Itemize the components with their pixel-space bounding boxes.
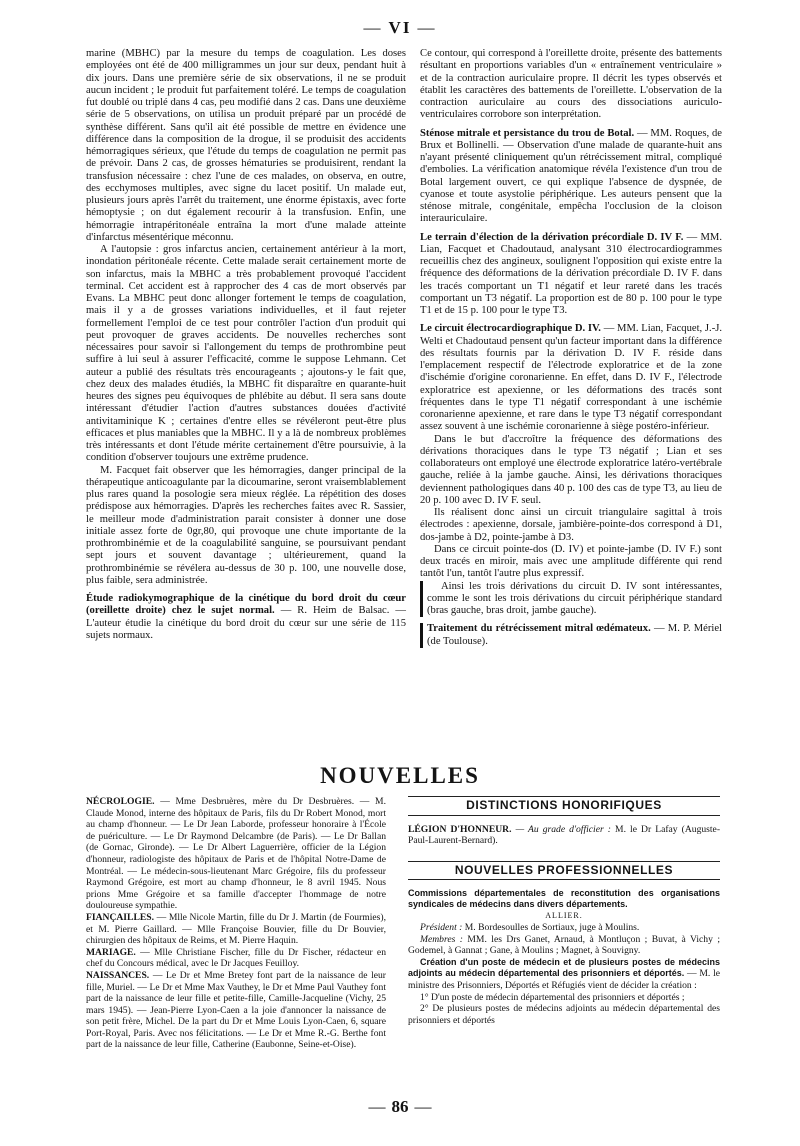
article-title: Le terrain d'élection de la dérivation précordiale D. IV F. <box>420 231 684 243</box>
creation-entry <box>408 957 720 992</box>
paragraph: marine (MBHC) par la mesure du temps de coagulation. Les doses employées ont été de 400 milligrammes un jour sur deux, pendant huit à dix jours. Dans une première série de six observations, il ne se produit aucun incident ; le produit fut parfaitement toléré. Le temps de coagulation fut doublé ou triplé dans 4 cas, peu modifié dans 2 cas. Dans une deuxième série de 5 observations, on utilisa un produit préparé par un procédé de synthèse différent. Sans qu'il ait été possible de mettre en évidence une différence dans la composition de la drogue, il se produisit des accidents hémorragiques sérieux, que l'étude du temps de coagulation ne permit pas de prévoir. Dans 2 cas, de grosses hématuries se produisirent, rendant la transfusion nécessaire : chez l'une de ces malades, on observa, en outre, des ecchymoses multiples, avec signe du lacet positif. Un malade eut, plusieurs jours après l'arrêt du traitement, une énorme épistaxis, avec forte hémoptysie ; on dut également recourir à la transfusion. Enfin, une hémorragie intrapéritonéale entraîna la mort d'une malade atteinte d'infarctus mésentérique méconnu. <box>86 48 406 243</box>
membres-text: MM. les Drs Ganet, Arnaud, à Montluçon ; Buvat, à Vichy ; Godemel, à Gannat ; Gane, à Moulins ; Magnet, à Souvigny. <box>408 933 720 957</box>
news-entry-legion <box>408 824 720 847</box>
paragraph: Ce contour, qui correspond à l'oreillette droite, présente des battements résultant en proportions variables d'un « entraînement ventriculaire » et de la contraction auriculaire propre. Il décrit les types observés et établit les caractères des battements de l'oreillette. L'observation de la contraction auriculaire au cours des dissociations auriculo-ventriculaires corrobore son interprétation. <box>420 48 722 121</box>
membres-entry <box>408 934 720 957</box>
paragraph: Dans le but d'accroître la fréquence des déformations des dérivations thoraciques dans le type T3 négatif ; Lian et ses collaborateurs ont employé une électrode exploratrice latéro-vertébrale gauche, reliée à la jambe gauche. Ainsi, les dérivations thoraciques deviennent pathologiques dans 40 p. 100 des cas de type T3, au lieu de 20 p. 100 avec D. IV F. seul. <box>420 433 722 506</box>
article-title: Étude radiokymographique de la cinétique du bord droit du cœur (oreillette droite) chez le sujet normal. <box>86 593 406 617</box>
president-text: M. Bordesoulles de Sortiaux, juge à Moulins. <box>464 921 640 933</box>
news-text: — Mlle Nicole Martin, fille du Dr J. Martin (de Fourmies), et M. Pierre Gaillard. — Mlle Françoise Bouvier, fille du Dr Bouvier, chirurgien des hôpitaux de Reims, et M. Pierre Haquin. <box>86 911 387 947</box>
news-text: — Mlle Christiane Fischer, fille du Dr Fischer, rédacteur en chef du Concours médical, avec le Dr Jacques Feuilloy. <box>86 946 386 970</box>
article-entry <box>420 232 722 318</box>
creation-heading: Création d'un poste de médecin et de plusieurs postes de médecins adjoints au médecin départemental des prisonniers et déportés. <box>408 956 720 979</box>
news-entry-fiancailles <box>86 912 386 947</box>
page-number: — 86 — <box>0 1097 800 1117</box>
paragraph: M. Facquet fait observer que les hémorragies, danger principal de la thérapeutique anticoagulante par la dicoumarine, seront vraisemblablement plus rares quand la posologie sera mieux réglée. La répétition des doses prédispose aux hémorragies. D'après les recherches faites avec R. Sassier, le meilleur mode d'administration parait consister à donner une dose initiale assez forte de 0gr,80, qui provoque une chute importante de la prothrombinémie et de la coagulabilité sanguine, se poursuivant pendant sept jours et souvent davantage ; ultérieurement, quand la prothrombinémie se révélera au-dessus de 30 p. 100, une nouvelle dose, plus faible, sera administrée. <box>86 464 406 586</box>
news-entry-necrologie <box>86 796 386 912</box>
news-label: MARIAGE. <box>86 946 136 958</box>
president-label: Président : <box>420 921 463 933</box>
news-entry-mariage <box>86 947 386 970</box>
paragraph: Dans ce circuit pointe-dos (D. IV) et pointe-jambe (D. IV F.) sont deux tracés en miroir, mais avec une amplitude différente qui rend tantôt l'un, tantôt l'autre plus expressif. <box>420 543 722 580</box>
news-text: — Mme Desbruères, mère du Dr Desbruères. — M. Claude Monod, interne des hôpitaux de Paris, fils du Dr Robert Monod, mort au champ d'honneur. — Le Dr Jean Laborde, professeur honoraire à l'École de puériculture. — Le Dr Raymond Delcambre (de Paris). — Le Dr Ballan (de Gornac, Gironde). — Le Dr Albert Laguerrière, officier de la Légion d'honneur, radiologiste des hôpitaux de Paris et de l'hôpital Notre-Dame de Montréal. — Le médecin-sous-lieutenant Marc Grégoire, fils du professeur Raymond Grégoire, est mort au champ d'honneur, le 8 avril 1945. Nous prions Mme Grégoire et sa famille d'accepter l'hommage de notre douloureuse sympathie. <box>86 796 386 912</box>
section-title-distinctions: DISTINCTIONS HONORIFIQUES <box>408 796 720 816</box>
article-body: — M. P. Mériel (de Toulouse). <box>427 623 722 647</box>
commission-heading: Commissions départementales de reconstitution des organisations syndicales de médecins dans divers départements. <box>408 888 720 910</box>
nouvelles-left-column <box>86 796 386 1051</box>
news-label: NÉCROLOGIE. <box>86 796 155 807</box>
article-title: Sténose mitrale et persistance du trou de Botal. <box>420 127 635 139</box>
page-header-roman: — VI — <box>0 18 800 38</box>
nouvelles-right-column <box>408 796 720 1026</box>
article-body: — MM. Roques, de Brux et Bollinelli. — Observation d'une malade de quarante-huit ans n'ayant présenté cliniquement qu'un rétrécissement mitral, compliqué d'embolies. La vérification anatomique révéla l'existence d'un trou de Botal largement ouvert, ce qui explique l'absence de dyspnée, de cyanose et toute asystolie périphérique. Les auteurs pensent que la sténose mitrale, congénitale, empêcha l'occlusion de la cloison interauriculaire. <box>420 127 722 225</box>
list-item: 1° D'un poste de médecin départemental des prisonniers et déportés ; <box>420 991 685 1003</box>
news-grade: — Au grade d'officier : <box>515 823 611 835</box>
news-text: M. le Dr Lafay (Auguste-Paul-Laurent-Bernard). <box>408 823 721 847</box>
article-body: — MM. Lian, Facquet, J.-J. Welti et Chadoutaud pensent qu'un facteur important dans la différence des résultats fournis par la dérivation D. IV F. réside dans l'emplacement respectif de l'électrode exploratrice et de la zone d'ischémie d'origine coronarienne. En effet, dans D. IV F., l'électrode exploratrice est apexienne, or les déformations des tracés sont fréquentes dans le type T1 négatif correspondant à une ischémie coronarienne apexienne, et rare dans le type T3 négatif correspondant assez souvent à une ischémie coronarienne à siège postéro-inférieur. <box>420 323 722 433</box>
president-entry <box>408 922 720 934</box>
news-text: — Le Dr et Mme Bretey font part de la naissance de leur fille, Muriel. — Le Dr et Mme Max Vauthey, le Dr et Mme Paul Vauthey font part de la naissance de leur fille et petite-fille, Camille-Jacqueline (Vichy, 25 mars 1945). — Jean-Pierre Lyon-Caen a la joie d'annoncer la naissance de son petit frère, Michel. De la part du Dr et Mme Louis Lyon-Caen, 6, square Port-Royal, Paris. Avec nos félicitations. — Le Dr et Mme R.-G. Berthe font part de la naissance de leur fille, Catherine (Eaubonne, Seine-et-Oise). <box>86 969 386 1051</box>
news-label: LÉGION D'HONNEUR. <box>408 823 512 835</box>
article-body: — R. Heim de Balsac. — L'auteur étudie la cinétique du bord droit du cœur sur une série de 115 sujets normaux. <box>86 605 406 641</box>
article-entry <box>420 623 722 648</box>
article-entry <box>86 593 406 642</box>
paragraph: Ils réalisent donc ainsi un circuit triangulaire sagittal à trois électrodes : apexienne, dorsale, jambière-pointe-dos correspond à D1, dos-jambe à D2, pointe-jambe à D3. <box>420 507 722 543</box>
decision-text: — M. le ministre des Prisonniers, Déportés et Réfugiés vient de décider la création : <box>408 968 720 991</box>
paragraph: A l'autopsie : gros infarctus ancien, certainement antérieur à la mort, inondation péritonéale récente. Cette malade serait certainement morte de son infarctus, mais la MBHC a très probablement provoqué l'accident terminal. Cet accident est à rapprocher des 4 cas de mort observés par Evans. La MBHC peut donc allonger fortement le temps de coagulation, mais il y a de grosses variations individuelles, et il faut rejeter formellement l'emploi de ce test pour contrôler l'action d'un produit qui peut provoquer de graves accidents. De nouvelles recherches sont nécessaires pour savoir si l'allongement du temps de prothrombine peut suffire à lui seul à assurer l'efficacité, comme le suppose Lehmann. Cet auteur a publié des résultats très encourageants ; ajoutons-y le fait que, chez deux des malades étudiés, la MBHC fit disparaître en quarante-huit heures des signes peu équivoques de phlébite au début. Il sera sans doute intéressant d'étudier l'action d'autres substances douées d'activité antivitaminique K ; certaines d'entre elles se révéleront peut-être plus efficaces et plus maniables que la MBHC. Il y a là de nombreux problèmes très intéressants et dont l'étude mérite certainement d'être poursuivie, à la condition d'observer toujours une extrême prudence. <box>86 244 406 464</box>
department-name: ALLIER. <box>545 911 583 921</box>
news-entry-naissances <box>86 970 386 1051</box>
article-body: — MM. Lian, Facquet et Chadoutaud, analysant 310 électrocardiogrammes recueillis chez des angineux, soulignent l'opposition qui existe entre la fréquence des déformations de la dérivation précordiale D. IV F. dans les tracés comportant un T1 négatif et leur rareté dans les tracés comportant un T3 négatif. La proportion est de 80 p. 100 pour le type T1 et de 15 p. 100 pour le type T3. <box>420 231 722 316</box>
news-label: FIANÇAILLES. <box>86 911 154 923</box>
news-label: NAISSANCES. <box>86 969 150 981</box>
right-column <box>420 48 722 648</box>
article-title: Le circuit électrocardiographique D. IV. <box>420 323 601 335</box>
article-entry <box>420 128 722 226</box>
section-title-professionnelles: NOUVELLES PROFESSIONNELLES <box>408 861 720 881</box>
membres-label: Membres : <box>420 933 463 945</box>
list-item: 2° De plusieurs postes de médecins adjoints au médecin départemental des prisonniers et déportés <box>408 1003 720 1026</box>
article-title: Traitement du rétrécissement mitral œdémateux. <box>427 623 651 635</box>
paragraph: Ainsi les trois dérivations du circuit D. IV sont intéressantes, comme le sont les trois dérivations du circuit périphérique standard (bras gauche, bras droit, jambe gauche). <box>420 581 722 618</box>
section-title-nouvelles: NOUVELLES <box>320 763 480 788</box>
left-column <box>86 48 406 642</box>
article-entry <box>420 323 722 433</box>
